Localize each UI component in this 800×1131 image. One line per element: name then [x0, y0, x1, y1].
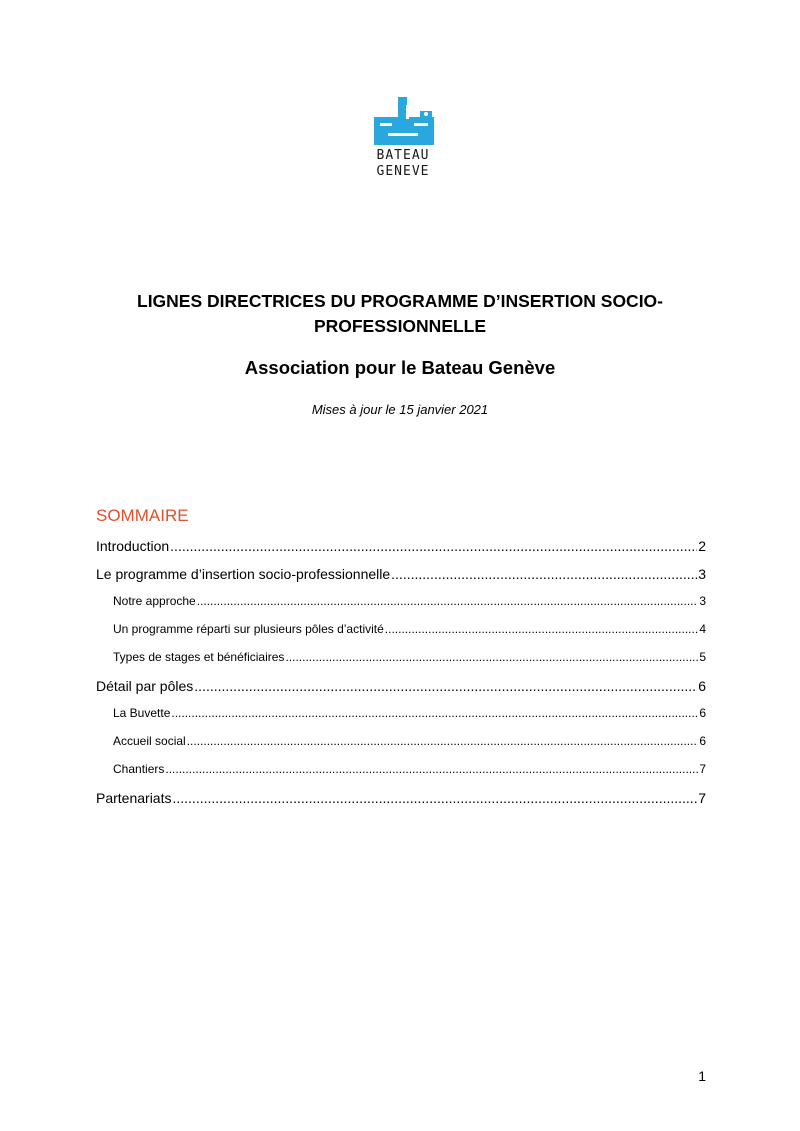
- toc-dot-leader: [170, 538, 697, 554]
- toc-entry-label: Introduction: [96, 538, 170, 554]
- toc-entry-label: La Buvette: [113, 706, 171, 720]
- toc-entry-page: 3: [698, 566, 706, 582]
- toc-entry[interactable]: [96, 788, 706, 816]
- toc-heading: SOMMAIRE: [96, 506, 189, 525]
- toc-entry-page: 4: [699, 622, 706, 636]
- toc-entry[interactable]: [96, 564, 706, 592]
- toc-dot-leader: [385, 622, 699, 636]
- toc-dot-leader: [391, 566, 697, 582]
- toc-entry[interactable]: [96, 536, 706, 564]
- toc-entry[interactable]: [96, 704, 706, 732]
- toc-entry-label: Partenariats: [96, 790, 172, 806]
- toc-entry-label: Le programme d’insertion socio-professionnelle: [96, 566, 391, 582]
- toc-entry-label: Chantiers: [113, 762, 165, 776]
- toc-dot-leader: [171, 706, 698, 720]
- boat-graphic-icon: [370, 95, 436, 147]
- logo-text-line2: GENEVE: [376, 164, 430, 179]
- toc-dot-leader: [194, 678, 697, 694]
- bateau-geneve-logo: [370, 95, 436, 190]
- toc-entry-page: 7: [698, 790, 706, 806]
- toc-dot-leader: [172, 790, 697, 806]
- toc-entry-page: 6: [698, 678, 706, 694]
- page-number: 1: [698, 1068, 706, 1084]
- toc-entry-page: 5: [699, 650, 706, 664]
- document-title: LIGNES DIRECTRICES DU PROGRAMME D’INSERTION SOCIO-PROFESSIONNELLE: [137, 291, 663, 336]
- toc-entry-page: 3: [699, 594, 706, 608]
- toc-entry-page: 6: [699, 706, 706, 720]
- toc-entry-label: Un programme réparti sur plusieurs pôles d’activité: [113, 622, 384, 636]
- toc-entry-label: Notre approche: [113, 594, 196, 608]
- table-of-contents: [96, 536, 706, 816]
- toc-entry[interactable]: [96, 732, 706, 760]
- toc-dot-leader: [285, 650, 698, 664]
- toc-entry[interactable]: [96, 620, 706, 648]
- update-note: Mises à jour le 15 janvier 2021: [311, 402, 489, 417]
- document-subtitle: Association pour le Bateau Genève: [244, 357, 556, 378]
- toc-entry-label: Types de stages et bénéficiaires: [113, 650, 285, 664]
- toc-entry-page: 6: [699, 734, 706, 748]
- toc-entry-page: 2: [698, 538, 706, 554]
- toc-entry-label: Accueil social: [113, 734, 186, 748]
- toc-entry[interactable]: [96, 648, 706, 676]
- toc-entry[interactable]: [96, 676, 706, 704]
- toc-entry[interactable]: [96, 760, 706, 788]
- toc-entry-label: Détail par pôles: [96, 678, 194, 694]
- logo-text-line1: BATEAU: [376, 148, 430, 163]
- toc-dot-leader: [197, 594, 699, 608]
- toc-dot-leader: [187, 734, 699, 748]
- toc-dot-leader: [165, 762, 698, 776]
- toc-entry[interactable]: [96, 592, 706, 620]
- toc-entry-page: 7: [699, 762, 706, 776]
